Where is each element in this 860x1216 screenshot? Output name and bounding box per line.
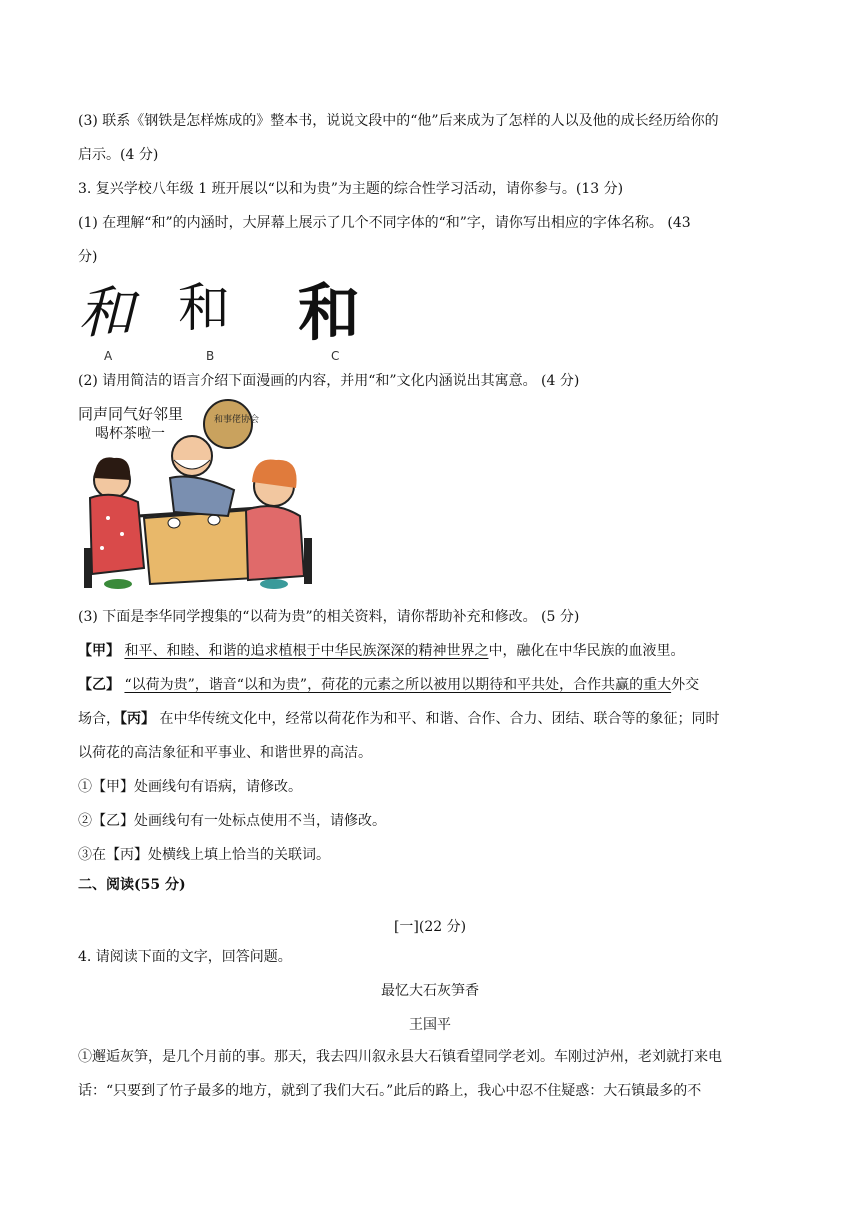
yi-line2-a: 场合， (78, 711, 120, 727)
article-author: 王国平 (409, 1017, 451, 1033)
yi-line3: 以荷花的高洁象征和平事业、和谐世界的高洁。 (78, 745, 372, 761)
sub-question-2: ②【乙】处画线句有一处标点使用不当，请修改。 (78, 813, 386, 829)
jia-line (78, 640, 788, 662)
yi-tag: 【乙】 (78, 677, 120, 693)
font-label-a: A (104, 349, 113, 363)
comic-sign-text: 和事佬协会 (214, 415, 260, 425)
comic-caption-2: 喝杯茶啦一 (95, 426, 165, 442)
q3-part3: (3) 下面是李华同学搜集的“以荷为贵”的相关资料，请你帮助补充和修改。 (5 分) (78, 609, 580, 625)
q3-part1-line2: 分) (78, 249, 98, 265)
font-sample-c-char: 和 (298, 276, 361, 349)
paragraph-1-line2: 话：“只要到了竹子最多的地方，就到了我们大石。”此后的路上，我心中忍不住疑惑：大石镇最多的不 (78, 1083, 702, 1099)
q3-part2: (2) 请用简洁的语言介绍下面漫画的内容，并用“和”文化内涵说出其寓意。 (4 分) (78, 373, 580, 389)
font-sample-a-char: 和 (78, 281, 134, 346)
article-title: 最忆大石灰笋香 (381, 983, 479, 999)
yi-underlined-sentence: “以荷为贵”，谐音“以和为贵”，荷花的元素之所以被用以期待和平共处，合作共赢的重大 (124, 677, 672, 693)
paragraph-1-line1: ①邂逅灰笋，是几个月前的事。那天，我去四川叙永县大石镇看望同学老刘。车刚过泸州，老刘就打来电 (78, 1049, 722, 1065)
jia-underlined-sentence: 和平、和睦、和谐的追求植根于中华民族深深的精神世界之 (124, 643, 489, 659)
q3-part1-line1: (1) 在理解“和”的内涵时，大屏幕上展示了几个不同字体的“和”字，请你写出相应的字体名称。 (43 (78, 215, 691, 231)
yi-rest: 外交 (671, 677, 700, 693)
q2-3-line2: 启示。(4 分) (78, 147, 159, 163)
q3-title: 3. 复兴学校八年级 1 班开展以“以和为贵”为主题的综合性学习活动，请你参与。(13 分) (78, 181, 624, 197)
sub-question-1: ①【甲】处画线句有语病，请修改。 (78, 779, 302, 795)
yi-line2-b: 在中华传统文化中，经常以荷花作为和平、和谐、合作、合力、团结、联合等的象征；同时 (159, 711, 720, 727)
bing-tag: 【丙】 (120, 711, 155, 727)
font-sample-b-char: 和 (178, 279, 231, 339)
jia-tag: 【甲】 (78, 643, 120, 659)
sub-question-3: ③在【丙】处横线上填上恰当的关联词。 (78, 847, 330, 863)
yi-line1 (78, 674, 788, 696)
q2-3-line1: (3) 联系《钢铁是怎样炼成的》整本书，说说文段中的“他”后来成为了怎样的人以及他的成长经历给你的 (78, 113, 719, 129)
font-label-c: C (331, 349, 340, 363)
part-1-heading: [一](22 分) (393, 919, 467, 935)
jia-rest: 中，融化在中华民族的血液里。 (488, 643, 685, 659)
section-2-title: 二、阅读(55 分) (78, 877, 186, 893)
yi-line2 (78, 708, 788, 730)
comic-caption-1: 同声同气好邻里 (78, 405, 184, 423)
q4-prompt: 4. 请阅读下面的文字，回答问题。 (78, 949, 292, 965)
font-samples-image (78, 274, 388, 364)
font-label-b: B (206, 349, 215, 363)
